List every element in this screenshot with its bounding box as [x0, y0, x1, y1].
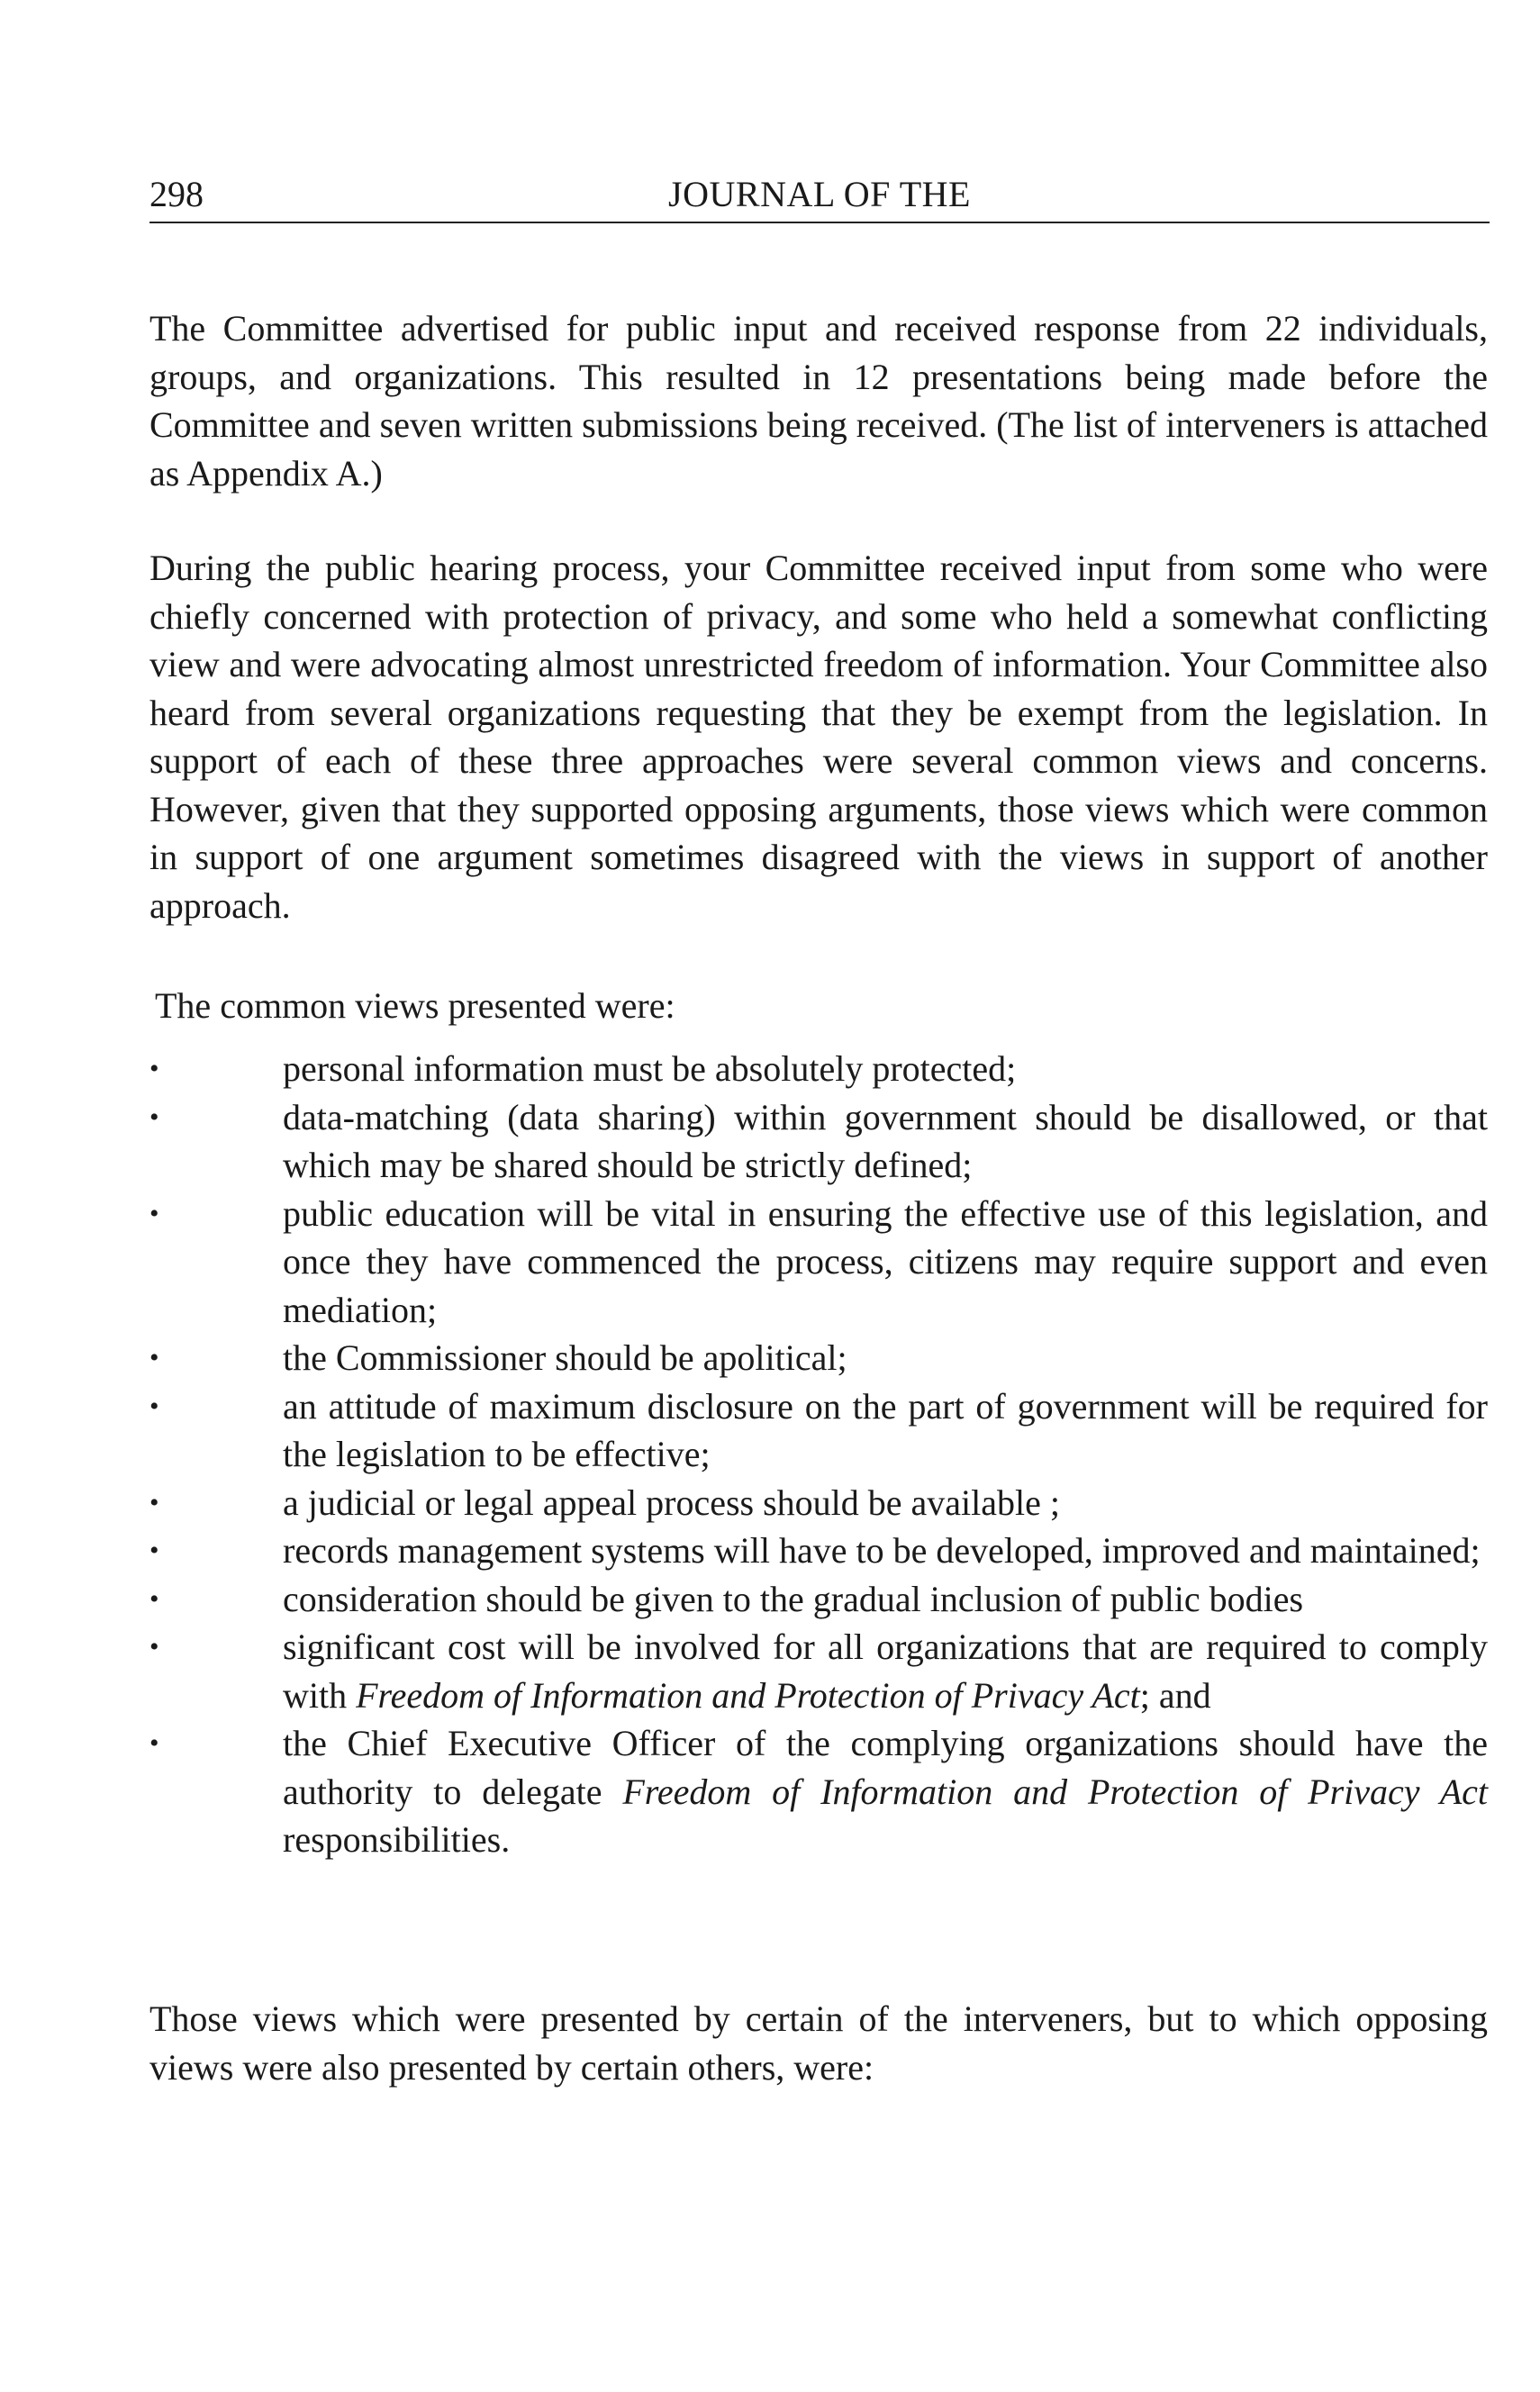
act-title: Freedom of Information and Protection of Privacy Act	[622, 1771, 1488, 1812]
list-item	[149, 1719, 1488, 1864]
list-item-text-before: significant cost will be involved for all organizations that are required to comply with	[283, 1626, 1488, 1716]
common-views-list	[149, 1045, 1488, 1864]
list-item	[149, 1575, 1488, 1624]
list-item-text: the Commissioner should be apolitical;	[283, 1337, 847, 1378]
bullet-icon: •	[149, 1728, 159, 1758]
list-item-text-after: responsibilities.	[283, 1819, 511, 1860]
list-item-text: personal information must be absolutely protected;	[283, 1048, 1017, 1089]
list-item-text: public education will be vital in ensuring the effective use of this legislation, and once they have commenced the process, citizens may require support and even mediation;	[283, 1192, 1488, 1330]
list-item	[149, 1479, 1488, 1527]
list-item-text-after: ; and	[1139, 1674, 1211, 1716]
list-item	[149, 1190, 1488, 1335]
bullet-icon: •	[149, 1198, 159, 1228]
list-item-text: data-matching (data sharing) within government should be disallowed, or that which may be shared should be strictly defined;	[283, 1096, 1488, 1185]
page-header	[149, 162, 1490, 223]
list-item-text: an attitude of maximum disclosure on the part of government will be required for the legislation to be effective;	[283, 1385, 1488, 1474]
paragraph-common-views-intro: The common views presented were:	[155, 985, 675, 1026]
list-item	[149, 1527, 1488, 1575]
running-head: JOURNAL OF THE	[668, 174, 971, 214]
paragraph-opposing-views-intro: Those views which were presented by certain of the interveners, but to which opposing views were also presented by certain others, were:	[149, 1998, 1488, 2088]
bullet-icon: •	[149, 1343, 159, 1373]
bullet-icon: •	[149, 1536, 159, 1565]
list-item	[149, 1045, 1488, 1093]
paragraph-public-input: The Committee advertised for public input and received response from 22 individuals, groups, and organizations. This resulted in 12 presentations being made before the Committee and seven written submissions being received. (The list of interveners is attached as Appendix A.)	[149, 308, 1488, 494]
list-item	[149, 1334, 1488, 1382]
bullet-icon: •	[149, 1054, 159, 1083]
bullet-icon: •	[149, 1583, 159, 1614]
bullet-icon: •	[149, 1391, 159, 1421]
bullet-icon: •	[149, 1101, 159, 1132]
list-item-text: consideration should be given to the gradual inclusion of public bodies	[283, 1578, 1304, 1619]
bullet-icon: •	[149, 1632, 159, 1662]
list-item	[149, 1623, 1488, 1719]
page-number: 298	[149, 174, 204, 214]
paragraph-public-hearing: During the public hearing process, your Committee received input from some who were chiefly concerned with protection of privacy, and some who held a somewhat conflicting view and were advocating almost unrestricted freedom of information. Your Committee also heard from several organizations requesting that they be exempt from the legislation. In support of each of these three approaches were several common views and concerns. However, given that they supported opposing arguments, those views which were common in support of one argument sometimes disagreed with the views in support of another approach.	[149, 548, 1488, 926]
list-item-text: records management systems will have to be developed, improved and maintained;	[283, 1530, 1481, 1571]
list-item-text: a judicial or legal appeal process should be available ;	[283, 1481, 1061, 1523]
list-item	[149, 1093, 1488, 1190]
bullet-icon: •	[149, 1487, 159, 1518]
act-title: Freedom of Information and Protection of Privacy Act	[356, 1674, 1140, 1716]
list-item	[149, 1382, 1488, 1479]
list-item-text-before: the Chief Executive Officer of the complying organizations should have the authority to delegate	[283, 1723, 1488, 1812]
